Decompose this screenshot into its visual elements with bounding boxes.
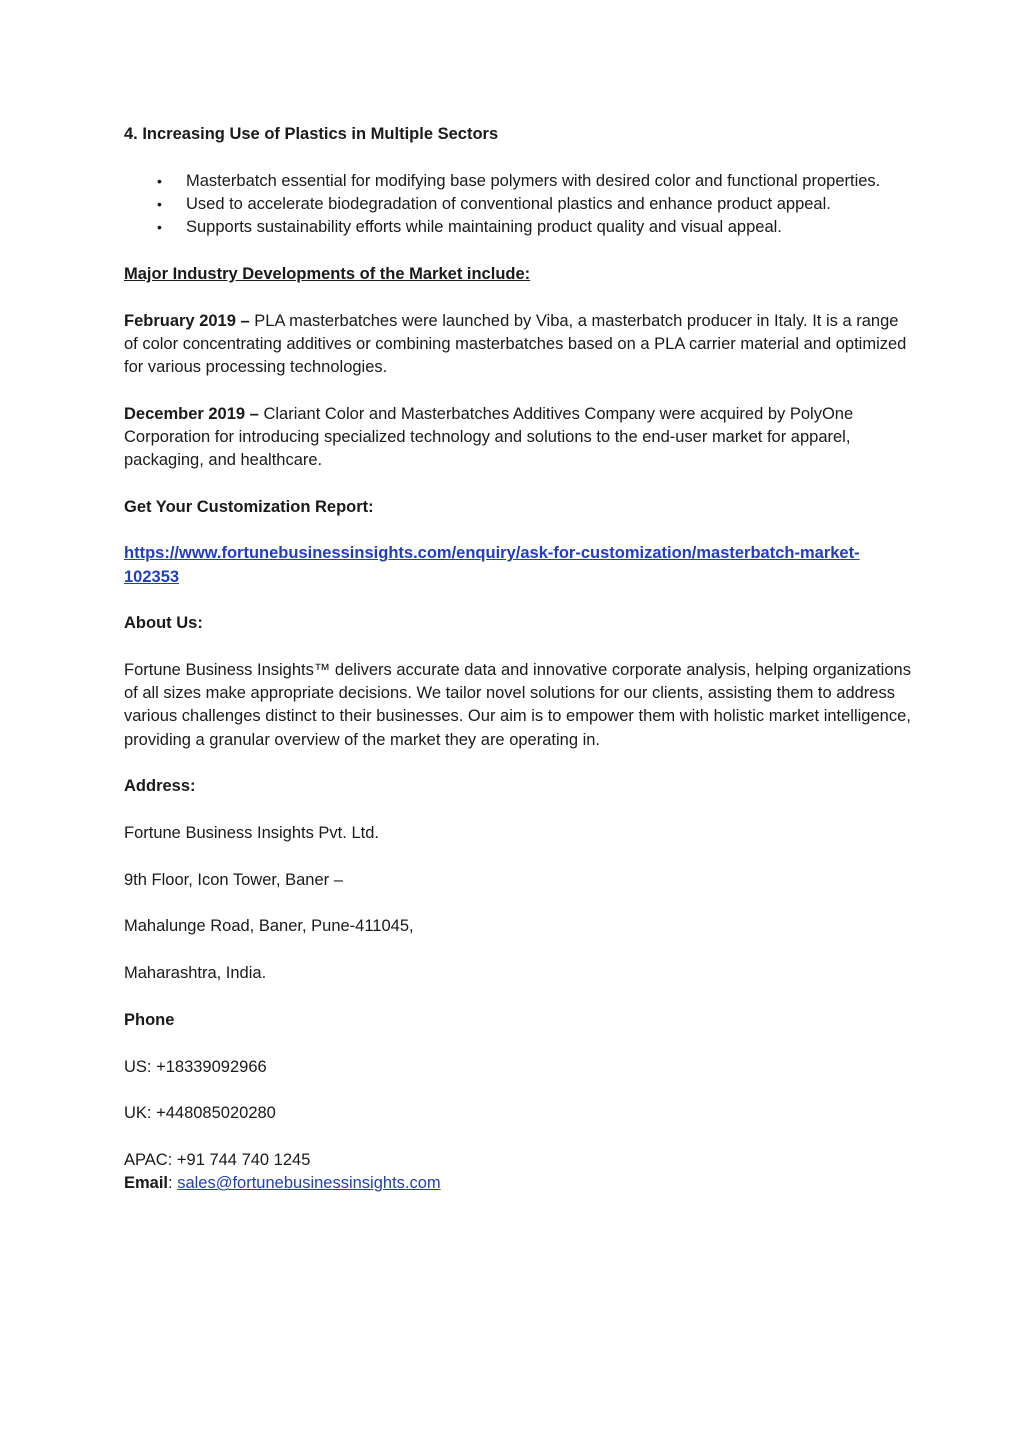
section-title: 4. Increasing Use of Plastics in Multiple Sectors (124, 125, 499, 143)
address-line: Mahalunge Road, Baner, Pune-411045, (124, 917, 414, 936)
phone-us: US: +18339092966 (124, 1057, 267, 1076)
development-date: February 2019 – (124, 311, 250, 330)
email-separator: : (168, 1174, 178, 1193)
feature-list (124, 170, 914, 240)
developments-heading: Major Industry Developments of the Market include: (124, 264, 531, 283)
bullet-icon: • (157, 172, 162, 189)
address-line: 9th Floor, Icon Tower, Baner – (124, 870, 343, 889)
customization-heading: Get Your Customization Report: (124, 497, 374, 516)
address-heading: Address: (124, 777, 196, 796)
development-text: Clariant Color and Masterbatches Additives Company were acquired by PolyOne Corporation for introducing specialized technology and solutions to the end-user market for apparel, packaging, and healthcare. (124, 404, 854, 470)
address-line: Maharashtra, India. (124, 964, 267, 983)
development-text: PLA masterbatches were launched by Viba, a masterbatch producer in Italy. It is a range of color concentrating additives or combining masterbatches based on a PLA carrier material and optimized for various processing technologies. (124, 311, 907, 376)
email-line (124, 1172, 914, 1195)
about-text: Fortune Business Insights™ delivers accurate data and innovative corporate analysis, helping organizations of all sizes make appropriate decisions. We tailor novel solutions for our clients, assisting them to address various challenges distinct to their businesses. Our aim is to empower them with holistic market intelligence, providing a granular overview of the market they are operating in. (124, 661, 911, 749)
about-heading: About Us: (124, 614, 203, 633)
list-item-text: Masterbatch essential for modifying base polymers with desired color and functional properties. (186, 171, 881, 190)
list-item (124, 216, 914, 239)
address-line: Fortune Business Insights Pvt. Ltd. (124, 824, 379, 843)
email-label: Email (124, 1174, 169, 1193)
email-link[interactable]: sales@fortunebusinessinsights.com (177, 1174, 441, 1193)
bullet-icon: • (157, 195, 162, 212)
list-item (124, 193, 914, 216)
phone-heading: Phone (124, 1010, 175, 1029)
document-page (124, 123, 914, 1219)
list-item-text: Supports sustainability efforts while maintaining product quality and visual appeal. (186, 218, 782, 237)
development-date: December 2019 – (124, 404, 259, 423)
list-item-text: Used to accelerate biodegradation of conventional plastics and enhance product appeal. (186, 194, 831, 213)
list-item (124, 170, 914, 193)
bullet-icon: • (157, 219, 162, 236)
development-entry (124, 310, 914, 380)
phone-uk: UK: +448085020280 (124, 1104, 276, 1123)
development-entry (124, 403, 914, 473)
customization-link[interactable]: https://www.fortunebusinessinsights.com/enquiry/ask-for-customization/masterbatch-market-102353 (124, 544, 860, 586)
customization-link-paragraph (124, 542, 914, 588)
phone-apac: APAC: +91 744 740 1245 (124, 1150, 311, 1169)
